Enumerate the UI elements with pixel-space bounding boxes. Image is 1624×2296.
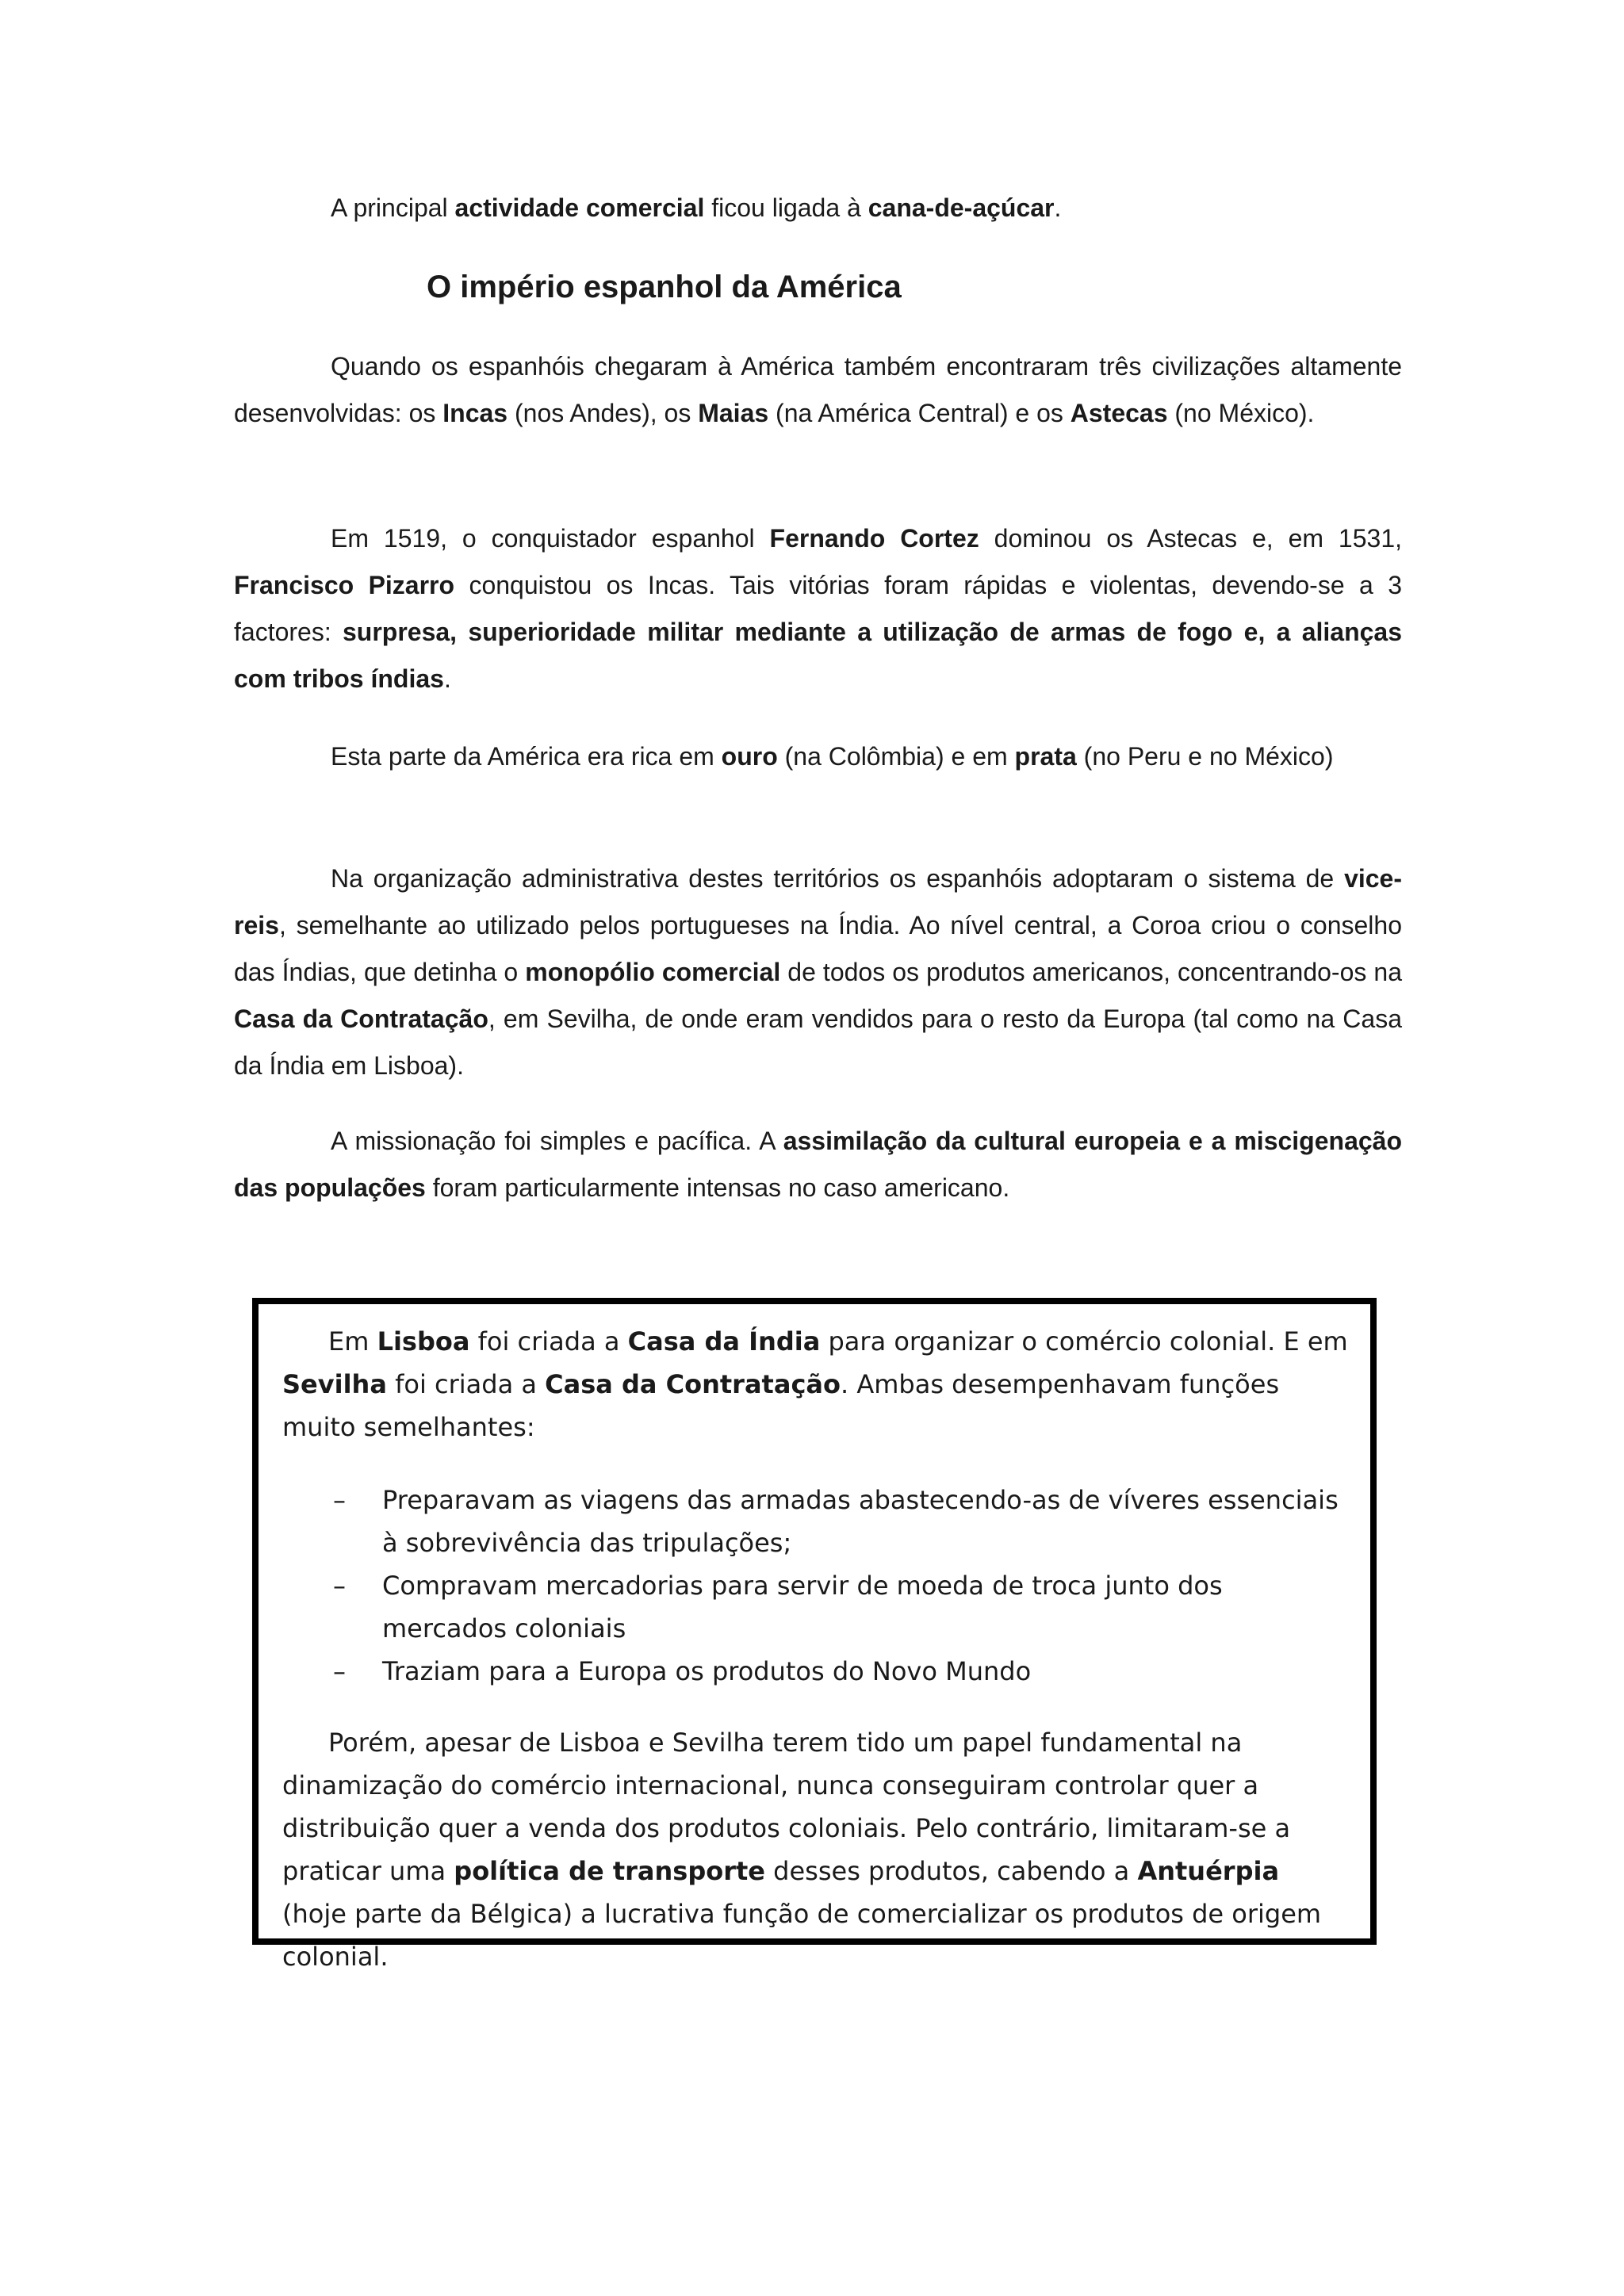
paragraph-resources: Esta parte da América era rica em ouro (na Colômbia) e em prata (no Peru e no México) [331,742,1334,771]
box-bullet-list [282,1479,1351,1693]
list-item: – Preparavam as viagens das armadas abastecendo-as de víveres essenciais à sobrevivência das tripulações; [282,1479,1351,1564]
box-paragraph-conclusion: Porém, apesar de Lisboa e Sevilha terem tido um papel fundamental na dinamização do comércio internacional, nunca conseguiram controlar quer a distribuição quer a venda dos produtos coloniais. Pelo contrário, limitaram-se a praticar uma política de transporte desses produtos, cabendo a Antuérpia (hoje parte da Bélgica) a lucrativa função de comercializar os produtos de origem colonial. [282,1728,1322,1972]
intro-paragraph: A principal actividade comercial ficou ligada à cana-de-açúcar. [331,193,1062,222]
dash-icon: – [333,1485,346,1515]
dash-icon: – [333,1656,346,1686]
list-item: – Compravam mercadorias para servir de moeda de troca junto dos mercados coloniais [282,1564,1351,1650]
paragraph-administration: Na organização administrativa destes territórios os espanhóis adoptaram o sistema de vice-reis, semelhante ao utilizado pelos portugueses na Índia. Ao nível central, a Coroa criou o conselho das Índias, que detinha o monopólio comercial de todos os produtos americanos, concentrando-os na Casa da Contratação, em Sevilha, de onde eram vendidos para o resto da Europa (tal como na Casa da Índia em Lisboa). [234,864,1403,1080]
section-heading: O império espanhol da América [427,270,902,304]
dash-icon: – [333,1571,346,1601]
list-item: – Traziam para a Europa os produtos do Novo Mundo [282,1650,1351,1693]
paragraph-civilizations: Quando os espanhóis chegaram à América também encontraram três civilizações altamente desenvolvidas: os Incas (nos Andes), os Maias (na América Central) e os Astecas (no México). [234,352,1402,427]
summary-box [252,1298,1377,1972]
box-paragraph-intro: Em Lisboa foi criada a Casa da Índia para organizar o comércio colonial. E em Sevilha foi criada a Casa da Contratação. Ambas desempenhavam funções muito semelhantes: [282,1326,1348,1442]
paragraph-conquest: Em 1519, o conquistador espanhol Fernando Cortez dominou os Astecas e, em 1531, Francisco Pizarro conquistou os Incas. Tais vitórias foram rápidas e violentas, devendo-se a 3 factores: surpresa, superioridade militar mediante a utilização de armas de fogo e, a alianças com tribos índias. [234,524,1403,693]
paragraph-missionary: A missionação foi simples e pacífica. A assimilação da cultural europeia e a miscigenação das populações foram particularmente intensas no caso americano. [234,1127,1403,1202]
